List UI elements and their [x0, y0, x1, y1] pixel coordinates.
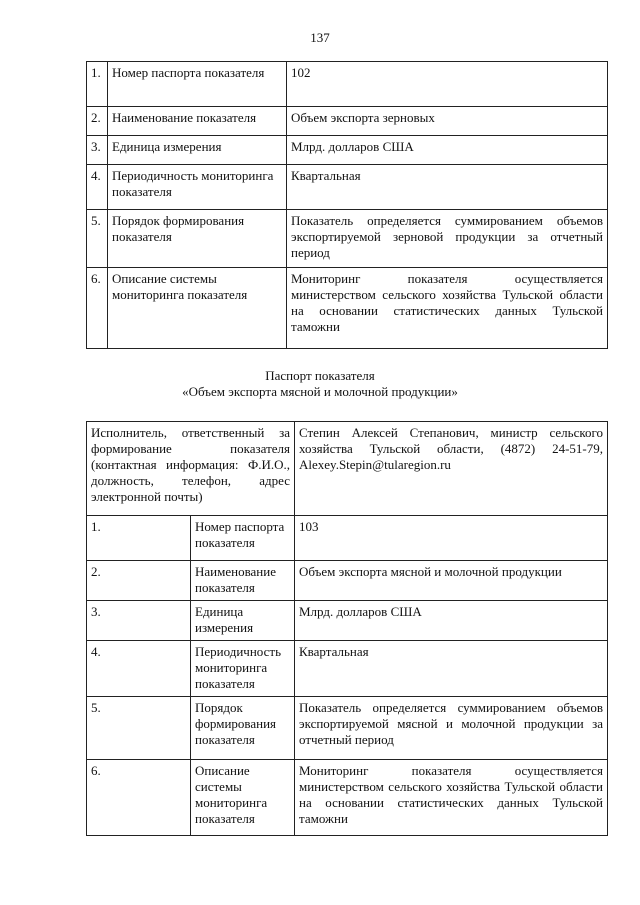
- indicator-passport-table-102: [86, 61, 608, 349]
- passport-title: [0, 368, 640, 400]
- table-row: [87, 62, 608, 107]
- row-value: Объем экспорта зерновых: [287, 107, 608, 136]
- row-label: Номер паспорта показателя: [191, 516, 295, 561]
- row-value: 102: [287, 62, 608, 107]
- row-label: Периодичность мониторинга показателя: [191, 641, 295, 697]
- passport-title-line2: «Объем экспорта мясной и молочной продукции»: [182, 384, 458, 399]
- row-label: Единица измерения: [108, 136, 287, 165]
- row-number: 1.: [87, 516, 191, 561]
- row-number: 6.: [87, 268, 108, 349]
- row-value: Квартальная: [295, 641, 608, 697]
- row-number: 4.: [87, 641, 191, 697]
- row-value: Млрд. долларов США: [295, 601, 608, 641]
- row-number: 3.: [87, 601, 191, 641]
- indicator-passport-table-103: [86, 421, 608, 836]
- table-row: [87, 697, 608, 760]
- row-number: 2.: [87, 107, 108, 136]
- executor-value: Степин Алексей Степанович, министр сельского хозяйства Тульской области, (4872) 24-51-79, Alexey.Stepin@tularegion.ru: [295, 422, 608, 516]
- row-number: 2.: [87, 561, 191, 601]
- executor-label: Исполнитель, ответственный за формирование показателя (контактная информация: Ф.И.О., должность, телефон, адрес электронной почты): [87, 422, 295, 516]
- row-label: Номер паспорта показателя: [108, 62, 287, 107]
- row-value: Мониторинг показателя осуществляется министерством сельского хозяйства Тульской области на основании статистических данных Тульской таможни: [295, 760, 608, 836]
- table-row: [87, 760, 608, 836]
- table-row: [87, 561, 608, 601]
- row-number: 6.: [87, 760, 191, 836]
- row-value: Объем экспорта мясной и молочной продукции: [295, 561, 608, 601]
- row-number: 5.: [87, 210, 108, 268]
- row-label: Единица измерения: [191, 601, 295, 641]
- passport-title-line1: Паспорт показателя: [265, 368, 375, 383]
- table-row: [87, 516, 608, 561]
- table-row: [87, 601, 608, 641]
- row-label: Периодичность мониторинга показателя: [108, 165, 287, 210]
- row-value: 103: [295, 516, 608, 561]
- row-value: Квартальная: [287, 165, 608, 210]
- executor-row: [87, 422, 608, 516]
- table-row: [87, 136, 608, 165]
- row-label: Порядок формирования показателя: [191, 697, 295, 760]
- row-label: Описание системы мониторинга показателя: [108, 268, 287, 349]
- row-number: 1.: [87, 62, 108, 107]
- row-value: Мониторинг показателя осуществляется министерством сельского хозяйства Тульской области на основании статистических данных Тульской таможни: [287, 268, 608, 349]
- row-label: Наименование показателя: [108, 107, 287, 136]
- table-row: [87, 641, 608, 697]
- row-value: Показатель определяется суммированием объемов экспортируемой зерновой продукции за отчетный период: [287, 210, 608, 268]
- row-value: Показатель определяется суммированием объемов экспортируемой мясной и молочной продукции за отчетный период: [295, 697, 608, 760]
- table-row: [87, 107, 608, 136]
- row-number: 3.: [87, 136, 108, 165]
- table-row: [87, 165, 608, 210]
- row-number: 4.: [87, 165, 108, 210]
- page-number: 137: [310, 30, 330, 45]
- table-row: [87, 210, 608, 268]
- row-label: Наименование показателя: [191, 561, 295, 601]
- row-label: Порядок формирования показателя: [108, 210, 287, 268]
- row-value: Млрд. долларов США: [287, 136, 608, 165]
- row-number: 5.: [87, 697, 191, 760]
- row-label: Описание системы мониторинга показателя: [191, 760, 295, 836]
- table-row: [87, 268, 608, 349]
